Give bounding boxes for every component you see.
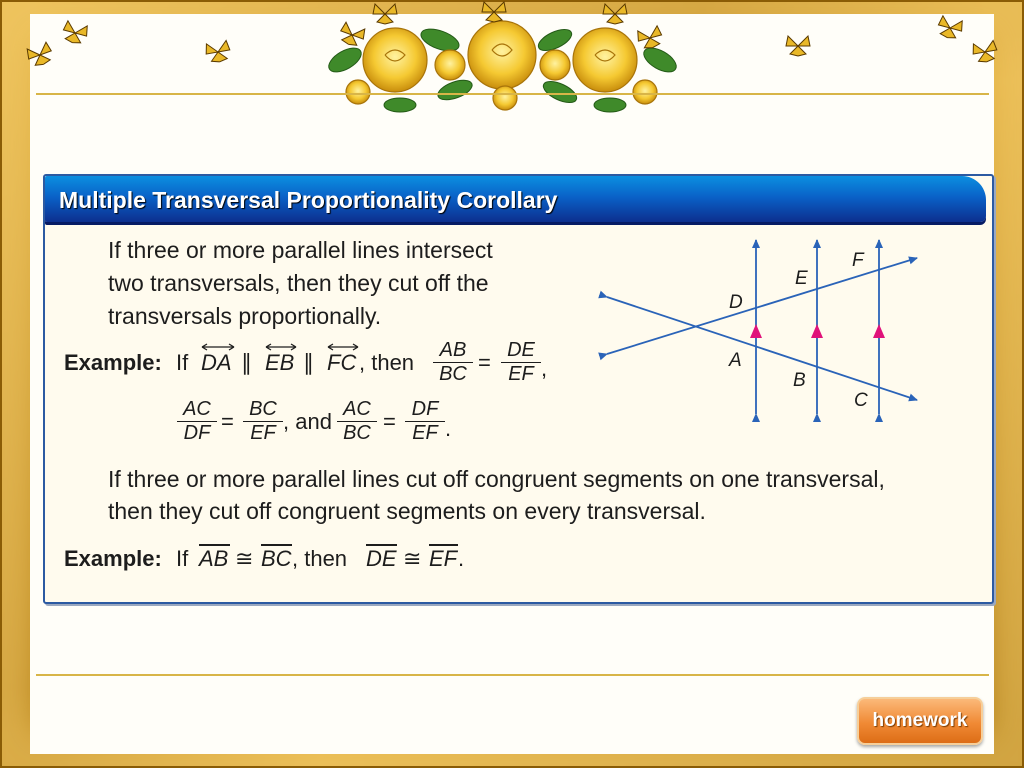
segment-ef: EF	[429, 546, 458, 571]
label-b: B	[793, 370, 806, 391]
point-labels	[728, 250, 868, 411]
fraction-bc-ef: $\frac{BC}{EF}$	[243, 398, 283, 445]
line-fc: FC	[327, 350, 357, 375]
label-d: D	[729, 292, 743, 313]
line-da: DA	[201, 350, 232, 375]
segment-ef-bar	[429, 544, 458, 546]
card-header	[45, 176, 986, 222]
fraction-df-ef: $\frac{DF}{EF}$	[405, 398, 445, 445]
example1-then: , then	[359, 350, 415, 375]
homework-button[interactable]: homework	[857, 697, 983, 745]
period-2: .	[458, 546, 465, 571]
statement2-line1: If three or more parallel lines cut off congruent segments on one transversal,	[108, 466, 885, 492]
statement1-line1: If three or more parallel lines intersect	[108, 237, 493, 263]
parallel-symbol-2: ∥	[303, 350, 314, 375]
segment-de: DE	[366, 546, 397, 571]
parallel-symbol-1: ∥	[241, 350, 252, 375]
transversal-def	[607, 258, 917, 354]
transversal-figure	[595, 228, 975, 428]
period-1: .	[445, 416, 452, 441]
corollary-card	[43, 174, 994, 604]
fraction-de-ef: $\frac{DE}{EF}$	[501, 339, 541, 386]
statement1-line3: transversals proportionally.	[108, 303, 382, 329]
label-f: F	[852, 250, 864, 271]
fraction-ac-df: $\frac{AC}{DF}$	[177, 398, 217, 445]
card-title: Multiple Transversal Proportionality Corollary	[59, 187, 558, 213]
label-a: A	[729, 350, 742, 371]
example2-if: If	[176, 546, 189, 571]
example1-label: Example:	[64, 350, 162, 375]
congruent-symbol-2: ≅	[403, 546, 422, 571]
transversal-abc	[607, 297, 917, 400]
and-text: , and	[283, 409, 332, 434]
bottom-divider	[36, 674, 989, 676]
example1-if: If	[176, 350, 189, 375]
figure-lines	[607, 240, 917, 414]
equals-sign-1: =	[478, 350, 491, 375]
equals-sign-3: =	[383, 409, 396, 434]
congruent-symbol-1: ≅	[235, 546, 254, 571]
parallel-markers	[750, 324, 885, 338]
label-c: C	[854, 390, 868, 411]
statement2-line2: then they cut off congruent segments on every transversal.	[108, 498, 706, 524]
rose-garland-decoration	[0, 0, 1024, 125]
line-fc-arrows	[326, 342, 360, 352]
example2-then: , then	[292, 546, 348, 571]
segment-ab-bar	[199, 544, 230, 546]
line-da-arrows	[200, 342, 236, 352]
equals-sign-2: =	[221, 409, 234, 434]
segment-bc-bar	[261, 544, 292, 546]
segment-ab: AB	[199, 546, 229, 571]
comma-1: ,	[541, 356, 548, 381]
label-e: E	[795, 268, 808, 289]
fraction-ab-bc: $\frac{AB}{BC}$	[433, 339, 473, 386]
top-divider	[36, 93, 989, 95]
roses	[346, 21, 657, 110]
example2-label: Example:	[64, 546, 162, 571]
statement1-line2: two transversals, then they cut off the	[108, 270, 489, 296]
line-eb: EB	[265, 350, 295, 375]
segment-de-bar	[366, 544, 397, 546]
segment-bc: BC	[261, 546, 292, 571]
fraction-ac-bc: $\frac{AC}{BC}$	[337, 398, 377, 445]
line-eb-arrows	[264, 342, 298, 352]
